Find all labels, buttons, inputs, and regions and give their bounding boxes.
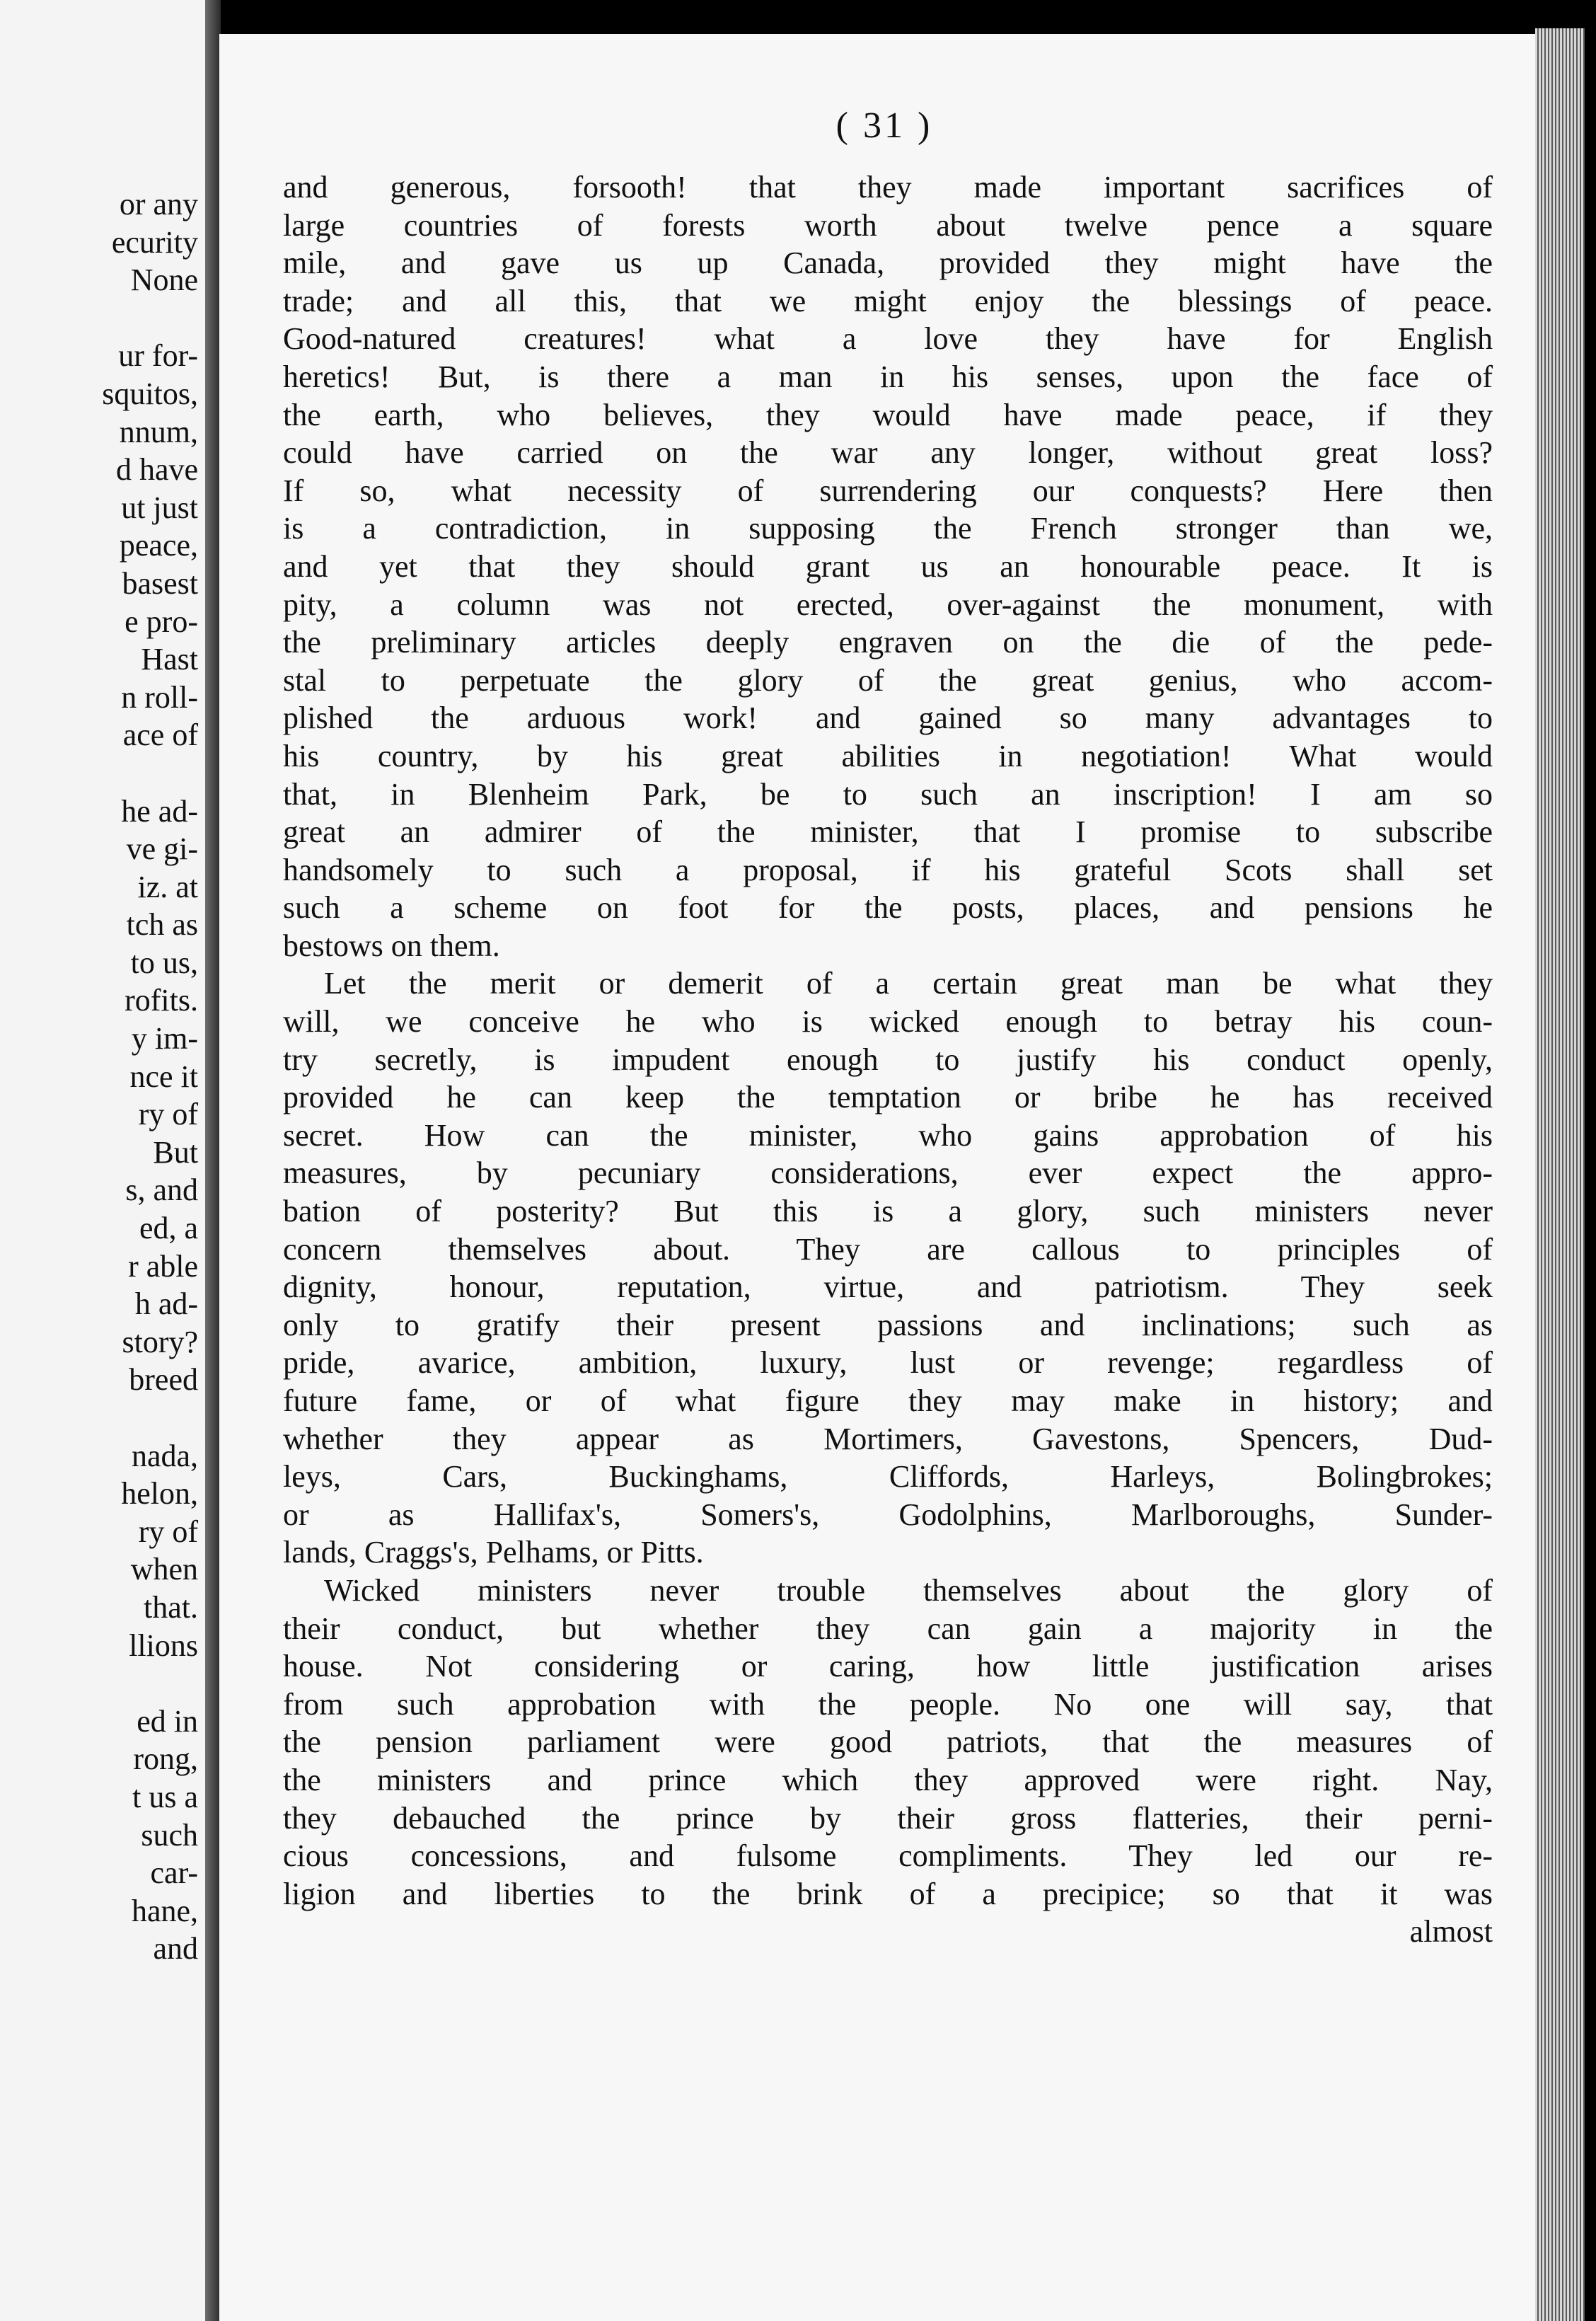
facing-page-line: ut just (121, 490, 198, 525)
text-line: the ministers and prince which they approved were right. Nay, (283, 1762, 1493, 1797)
text-line: Let the merit or demerit of a certain great man be what they (324, 966, 1493, 1001)
facing-page-line: n roll- (121, 679, 198, 715)
text-line: Good-natured creatures! what a love they have for English (283, 321, 1493, 357)
facing-page-line: to us, (130, 945, 198, 980)
text-line: could have carried on the war any longer, without great loss? (283, 435, 1493, 471)
facing-page-line: story? (122, 1324, 198, 1359)
text-line: will, we conceive he who is wicked enough to betray his coun- (283, 1004, 1493, 1039)
text-line: pity, a column was not erected, over-against the monument, with (283, 587, 1493, 622)
page-edges (1535, 28, 1585, 2321)
text-line: bation of posterity? But this is a glory, such ministers never (283, 1194, 1493, 1229)
text-line: or as Hallifax's, Somers's, Godolphins, Marlboroughs, Sunder- (283, 1497, 1493, 1532)
page-31 (219, 34, 1549, 2321)
facing-page-line: hane, (131, 1893, 198, 1928)
facing-page-line: ace of (122, 718, 198, 753)
text-line: and yet that they should grant us an honourable peace. It is (283, 548, 1493, 584)
text-line: and generous, forsooth! that they made important sacrifices of (283, 170, 1493, 205)
text-line: large countries of forests worth about twelve pence a square (283, 207, 1493, 243)
facing-page-line: nce it (129, 1059, 198, 1094)
facing-page-line: helon, (121, 1476, 198, 1511)
text-line: secret. How can the minister, who gains approbation of his (283, 1117, 1493, 1153)
facing-page-line: ecurity (111, 224, 198, 260)
text-line: whether they appear as Mortimers, Gavestons, Spencers, Dud- (283, 1421, 1493, 1456)
text-line: that, in Blenheim Park, be to such an inscription! I am so (283, 776, 1493, 812)
facing-page-line: or any (119, 187, 198, 221)
text-line: heretics! But, is there a man in his senses, upon the face of (283, 359, 1493, 394)
text-line: concern themselves about. They are callous to principles of (283, 1231, 1493, 1267)
text-line: stal to perpetuate the glory of the great genius, who accom- (283, 662, 1493, 698)
text-line: is a contradiction, in supposing the French stronger than we, (283, 511, 1493, 546)
facing-page-line: ve gi- (126, 831, 198, 867)
facing-page-text (0, 185, 198, 1968)
facing-page-line: when (130, 1552, 198, 1587)
facing-page-line: r able (128, 1248, 198, 1284)
text-line: dignity, honour, reputation, virtue, and patriotism. They seek (283, 1269, 1493, 1305)
facing-page-line: that. (144, 1589, 198, 1625)
text-line: provided he can keep the temptation or bribe he has received (283, 1080, 1493, 1115)
text-line: their conduct, but whether they can gain a majority in the (283, 1611, 1493, 1646)
text-line: leys, Cars, Buckinghams, Cliffords, Harleys, Bolingbrokes; (283, 1459, 1493, 1494)
facing-page-line: ed in (137, 1703, 198, 1739)
facing-page-gap (0, 1399, 198, 1437)
page-number: ( 31 ) (835, 105, 933, 146)
facing-page-line: t us a (132, 1779, 198, 1814)
text-line: the pension parliament were good patriots, that the measures of (283, 1724, 1493, 1760)
catchword: almost (1409, 1914, 1493, 1949)
facing-page-line: Hast (141, 642, 198, 677)
text-line: lands, Craggs's, Pelhams, or Pitts. (283, 1535, 704, 1570)
facing-page-line: e pro- (125, 604, 198, 639)
facing-page-line: and (153, 1931, 198, 1966)
text-line: handsomely to such a proposal, if his grateful Scots shall set (283, 852, 1493, 887)
facing-page-line: breed (129, 1362, 198, 1398)
facing-page-left (0, 0, 208, 2321)
facing-page-line: car- (150, 1855, 198, 1891)
text-line: house. Not considering or caring, how little justification arises (283, 1649, 1493, 1684)
facing-page-line: s, and (125, 1173, 198, 1208)
facing-page-line: h ad- (134, 1286, 198, 1322)
text-line: trade; and all this, that we might enjoy the blessings of peace. (283, 283, 1493, 318)
body-text (283, 168, 1493, 1951)
text-line: plished the arduous work! and gained so many advantages to (283, 701, 1493, 736)
text-line: bestows on them. (283, 928, 500, 963)
text-line: cious concessions, and fulsome compliments. They led our re- (283, 1838, 1493, 1874)
facing-page-line: None (130, 263, 198, 298)
facing-page-line: iz. at (137, 869, 198, 904)
text-line: measures, by pecuniary considerations, ever expect the appro- (283, 1156, 1493, 1191)
facing-page-line: nnum, (119, 414, 198, 449)
facing-page-gap (0, 754, 198, 793)
facing-page-gap (0, 299, 198, 338)
text-line: such a scheme on foot for the posts, places, and pensions he (283, 890, 1493, 926)
facing-page-line: ry of (138, 1097, 198, 1132)
text-line: If so, what necessity of surrendering our conquests? Here then (283, 473, 1493, 508)
facing-page-line: he ad- (121, 793, 198, 829)
text-line: pride, avarice, ambition, luxury, lust or revenge; regardless of (283, 1345, 1493, 1381)
text-line: ligion and liberties to the brink of a precipice; so that it was (283, 1876, 1493, 1911)
facing-page-line: rofits. (125, 983, 198, 1018)
text-line: from such approbation with the people. No one will say, that (283, 1686, 1493, 1722)
facing-page-line: peace, (119, 528, 198, 563)
text-line: the earth, who believes, they would have made peace, if they (283, 397, 1493, 432)
facing-page-line: nada, (131, 1438, 198, 1473)
text-line: great an admirer of the minister, that I promise to subscribe (283, 814, 1493, 850)
facing-page-line: ed, a (139, 1211, 198, 1246)
facing-page-line: But (153, 1134, 198, 1170)
facing-page-line: d have (115, 452, 198, 488)
facing-page-line: basest (122, 565, 198, 601)
facing-page-line: ry of (138, 1514, 198, 1549)
text-line: mile, and gave us up Canada, provided they might have the (283, 246, 1493, 281)
facing-page-line: squitos, (102, 376, 198, 411)
text-line: try secretly, is impudent enough to justify his conduct openly, (283, 1042, 1493, 1077)
text-line: only to gratify their present passions and inclinations; such as (283, 1307, 1493, 1342)
facing-page-line: y im- (131, 1021, 198, 1056)
text-line: the preliminary articles deeply engraven on the die of the pede- (283, 625, 1493, 660)
facing-page-line: such (141, 1817, 198, 1853)
facing-page-line: tch as (126, 907, 198, 943)
facing-page-line: ur for- (118, 338, 198, 374)
text-line: future fame, or of what figure they may make in history; and (283, 1383, 1493, 1418)
facing-page-gap (0, 1664, 198, 1703)
text-line: Wicked ministers never trouble themselves about the glory of (324, 1572, 1493, 1608)
book-gutter (205, 0, 221, 2321)
facing-page-line: llions (129, 1628, 198, 1663)
facing-page-line: rong, (133, 1741, 198, 1777)
text-line: his country, by his great abilities in negotiation! What would (283, 738, 1493, 773)
text-line: they debauched the prince by their gross flatteries, their perni- (283, 1800, 1493, 1836)
